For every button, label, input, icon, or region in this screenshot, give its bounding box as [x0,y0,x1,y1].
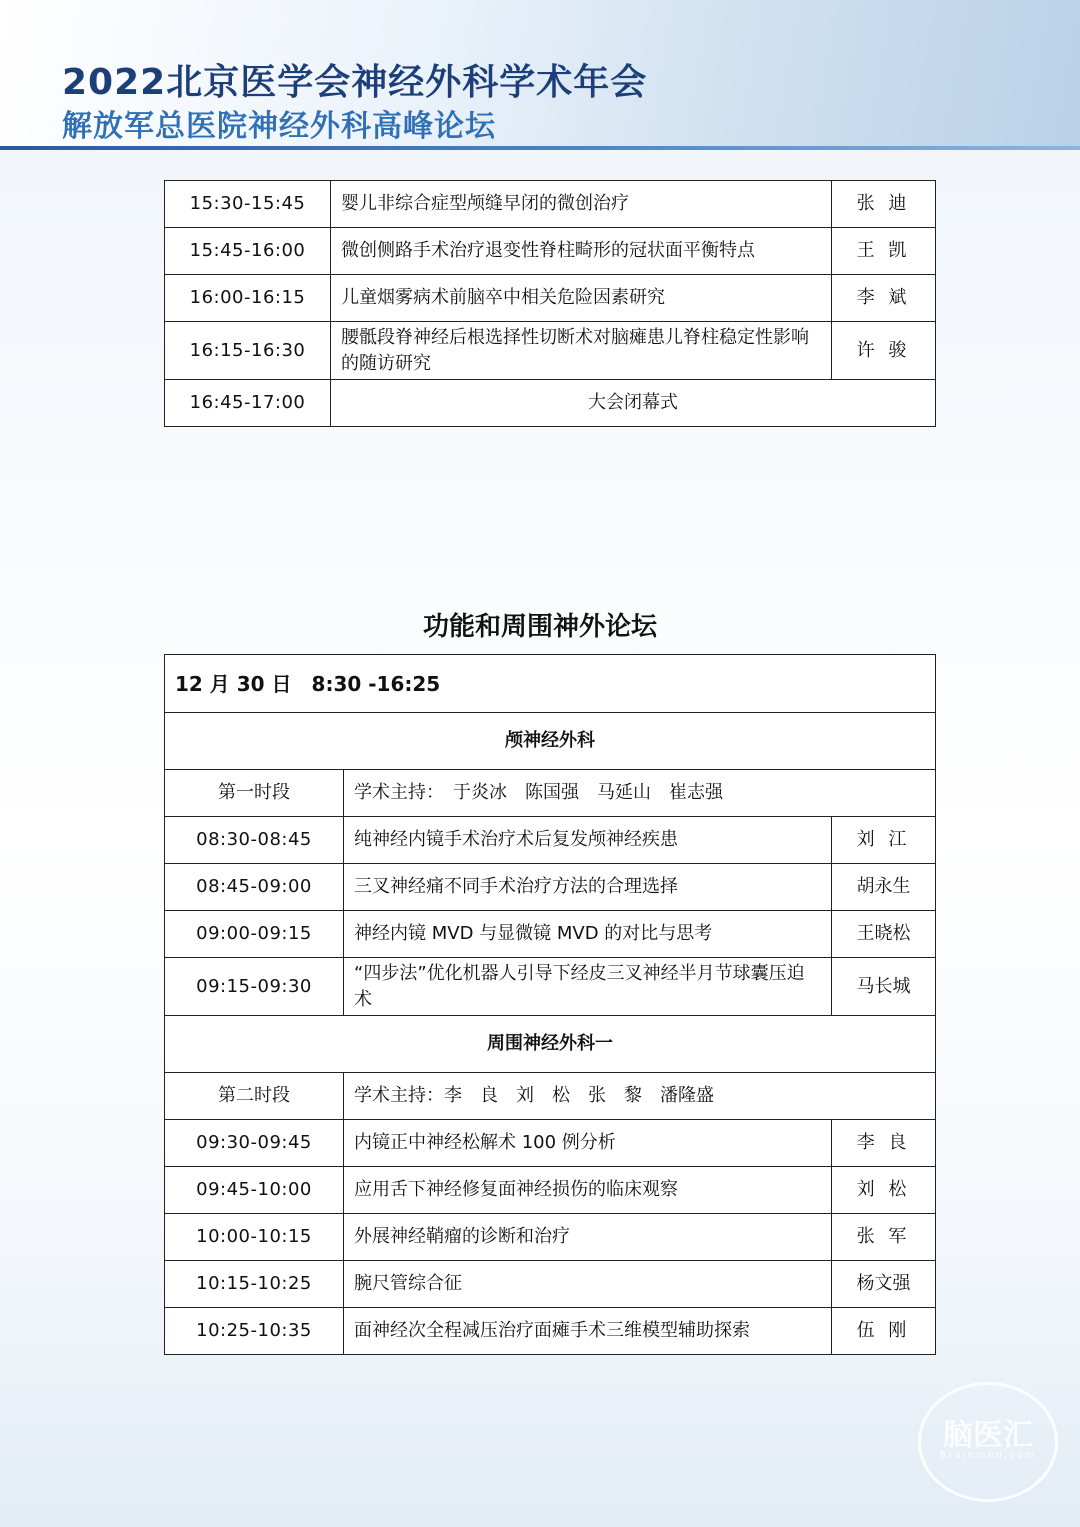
time-cell: 16:00-16:15 [165,275,331,322]
time-cell: 10:00-10:15 [165,1214,344,1261]
table-row [165,911,936,958]
topic-cell: 婴儿非综合症型颅缝早闭的微创治疗 [331,181,832,228]
top-schedule-table [164,180,936,427]
forum-title: 功能和周围神外论坛 [422,612,657,642]
topic-cell: 外展神经鞘瘤的诊断和治疗 [344,1214,832,1261]
date-cell: 12 月 30 日 8:30 -16:25 [165,655,936,713]
closing-ceremony-cell: 大会闭幕式 [331,380,936,427]
forum-schedule-table [164,654,936,1355]
time-cell: 15:45-16:00 [165,228,331,275]
time-cell: 10:15-10:25 [165,1261,344,1308]
conference-title: 2022北京医学会神经外科学术年会 [62,62,648,103]
speaker-cell: 刘 松 [832,1167,936,1214]
topic-cell: 面神经次全程减压治疗面瘫手术三维模型辅助探索 [344,1308,832,1355]
watermark-text: 脑医汇 [943,1418,1033,1453]
speaker-cell: 李 斌 [832,275,936,322]
watermark-subtext: Brainmed.com [939,1450,1037,1461]
topic-cell: 纯神经内镜手术治疗术后复发颅神经疾患 [344,817,832,864]
topic-cell: 三叉神经痛不同手术治疗方法的合理选择 [344,864,832,911]
speaker-cell: 胡永生 [832,864,936,911]
time-cell: 16:45-17:00 [165,380,331,427]
topic-cell: 应用舌下神经修复面神经损伤的临床观察 [344,1167,832,1214]
time-cell: 08:45-09:00 [165,864,344,911]
header-divider [0,146,1080,150]
speaker-cell: 张 迪 [832,181,936,228]
topic-cell: 儿童烟雾病术前脑卒中相关危险因素研究 [331,275,832,322]
table-row [165,817,936,864]
period-cell: 第一时段 [165,770,344,817]
table-row [165,1261,936,1308]
table-row [165,1308,936,1355]
topic-cell: 微创侧路手术治疗退变性脊柱畸形的冠状面平衡特点 [331,228,832,275]
time-cell: 10:25-10:35 [165,1308,344,1355]
section-name-cell: 颅神经外科 [165,713,936,770]
topic-cell: 腰骶段脊神经后根选择性切断术对脑瘫患儿脊柱稳定性影响的随访研究 [331,322,832,380]
table-row [165,322,936,380]
speaker-cell: 刘 江 [832,817,936,864]
table-row [165,380,936,427]
forum-subtitle: 解放军总医院神经外科高峰论坛 [62,109,496,144]
table-row [165,958,936,1016]
speaker-cell: 马长城 [832,958,936,1016]
time-cell: 16:15-16:30 [165,322,331,380]
section-header-row [165,1016,936,1073]
topic-cell: 神经内镜 MVD 与显微镜 MVD 的对比与思考 [344,911,832,958]
speaker-cell: 许 骏 [832,322,936,380]
speaker-cell: 王晓松 [832,911,936,958]
time-cell: 09:15-09:30 [165,958,344,1016]
section-name-cell: 周围神经外科一 [165,1016,936,1073]
table-row [165,1214,936,1261]
speaker-cell: 杨文强 [832,1261,936,1308]
table-row [165,864,936,911]
speaker-cell: 王 凯 [832,228,936,275]
section-header-row [165,713,936,770]
speaker-cell: 张 军 [832,1214,936,1261]
hosts-cell: 学术主持：李 良 刘 松 张 黎 潘隆盛 [344,1073,936,1120]
time-cell: 09:45-10:00 [165,1167,344,1214]
time-cell: 09:30-09:45 [165,1120,344,1167]
date-row [165,655,936,713]
table-row [165,181,936,228]
hosts-cell: 学术主持： 于炎冰 陈国强 马延山 崔志强 [344,770,936,817]
table-row [165,1167,936,1214]
time-cell: 08:30-08:45 [165,817,344,864]
period-row [165,1073,936,1120]
period-cell: 第二时段 [165,1073,344,1120]
topic-cell: 腕尺管综合征 [344,1261,832,1308]
speaker-cell: 伍 刚 [832,1308,936,1355]
topic-cell: 内镜正中神经松解术 100 例分析 [344,1120,832,1167]
topic-cell: “四步法”优化机器人引导下经皮三叉神经半月节球囊压迫术 [344,958,832,1016]
table-row [165,1120,936,1167]
time-cell: 09:00-09:15 [165,911,344,958]
speaker-cell: 李 良 [832,1120,936,1167]
period-row [165,770,936,817]
time-cell: 15:30-15:45 [165,181,331,228]
table-row [165,275,936,322]
table-row [165,228,936,275]
